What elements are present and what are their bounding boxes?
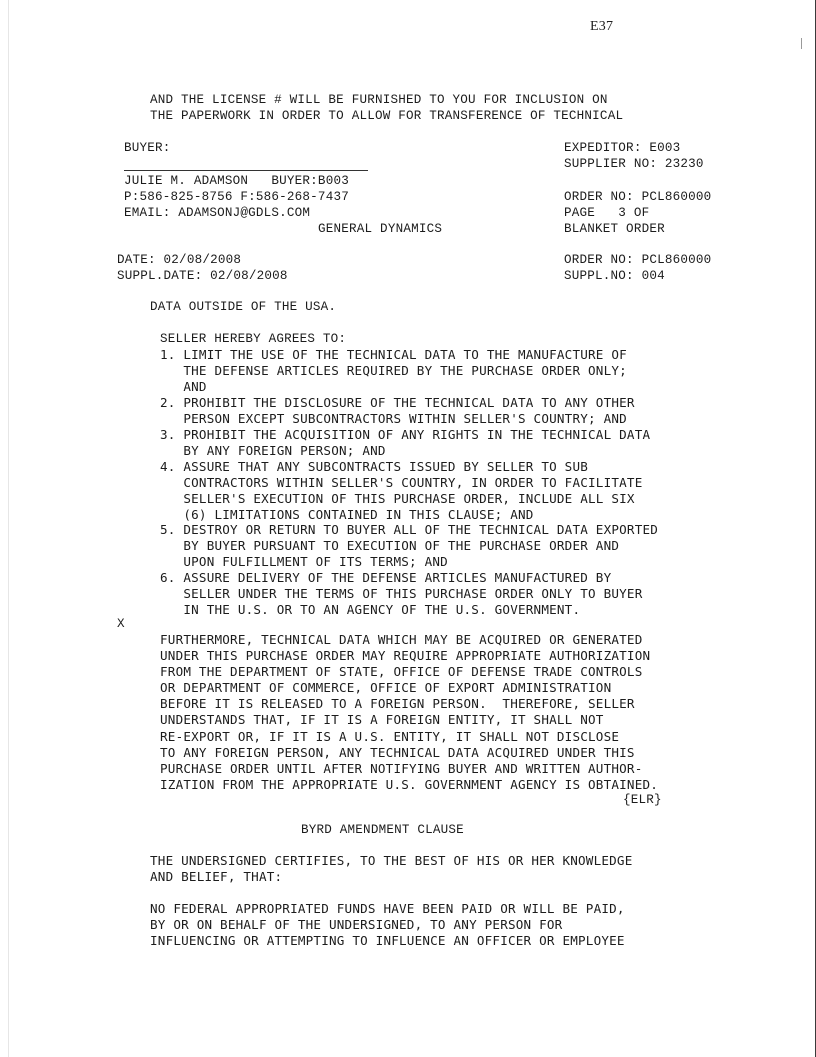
buyer-signature-line <box>124 170 368 171</box>
elr-code: {ELR} <box>623 793 662 807</box>
no-federal-funds-paragraph: NO FEDERAL APPROPRIATED FUNDS HAVE BEEN PAID OR WILL BE PAID, BY OR ON BEHALF OF THE UNDERSIGNED, TO ANY PERSON FOR INFLUENCING OR ATTEMPTING TO INFLUENCE AN OFFICER OR EMPLOYEE <box>150 901 625 949</box>
list-item-6: 6. ASSURE DELIVERY OF THE DEFENSE ARTICLES MANUFACTURED BY SELLER UNDER THE TERMS OF THIS PURCHASE ORDER ONLY TO BUYER IN THE U.S. OR TO AN AGENCY OF THE U.S. GOVERNMENT. <box>160 570 643 618</box>
buyer-label: BUYER: <box>124 141 171 155</box>
buyer-phone-fax: P:586-825-8756 F:586-268-7437 <box>124 190 349 204</box>
supplement-number: SUPPL.NO: 004 <box>564 269 665 283</box>
byrd-amendment-title: BYRD AMENDMENT CLAUSE <box>301 823 464 837</box>
company-name: GENERAL DYNAMICS <box>318 222 443 236</box>
list-item-2: 2. PROHIBIT THE DISCLOSURE OF THE TECHNICAL DATA TO ANY OTHER PERSON EXCEPT SUBCONTRACTORS WITHIN SELLER'S COUNTRY; AND <box>160 395 635 427</box>
list-item-3: 3. PROHIBIT THE ACQUISITION OF ANY RIGHTS IN THE TECHNICAL DATA BY ANY FOREIGN PERSON; AND <box>160 427 651 459</box>
intro-line-2: THE PAPERWORK IN ORDER TO ALLOW FOR TRANSFERENCE OF TECHNICAL <box>150 109 624 123</box>
buyer-email: EMAIL: ADAMSONJ@GDLS.COM <box>124 206 311 220</box>
furthermore-paragraph: FURTHERMORE, TECHNICAL DATA WHICH MAY BE ACQUIRED OR GENERATED UNDER THIS PURCHASE ORDER MAY REQUIRE APPROPRIATE AUTHORIZATION FROM THE DEPARTMENT OF STATE, OFFICE OF DEFENSE TRADE CONTROLS OR DEPARTMENT OF COMMERCE, OFFICE OF EXPORT ADMINISTRATION BEFORE IT IS RELEASED TO A FOREIGN PERSON. THEREFORE, SELLER UNDERSTANDS THAT, IF IT IS A FOREIGN ENTITY, IT SHALL NOT RE-EXPORT OR, IF IT IS A U.S. ENTITY, IT SHALL NOT DISCLOSE TO ANY FOREIGN PERSON, ANY TECHNICAL DATA ACQUIRED UNDER THIS PURCHASE ORDER UNTIL AFTER NOTIFYING BUYER AND WRITTEN AUTHOR- IZATION FROM THE APPROPRIATE U.S. GOVERNMENT AGENCY IS OBTAINED. <box>160 632 659 792</box>
supplier-number: SUPPLIER NO: 23230 <box>564 157 704 171</box>
order-number: ORDER NO: PCL860000 <box>564 190 712 204</box>
order-number-repeat: ORDER NO: PCL860000 <box>564 253 712 267</box>
order-date: DATE: 02/08/2008 <box>117 253 242 267</box>
page-number: PAGE 3 OF <box>564 206 650 220</box>
page-margin-mark <box>801 38 802 49</box>
certifies-paragraph: THE UNDERSIGNED CERTIFIES, TO THE BEST OF HIS OR HER KNOWLEDGE AND BELIEF, THAT: <box>150 853 633 885</box>
data-outside-line: DATA OUTSIDE OF THE USA. <box>150 300 337 314</box>
list-item-4: 4. ASSURE THAT ANY SUBCONTRACTS ISSUED BY SELLER TO SUB CONTRACTORS WITHIN SELLER'S COUNTRY, IN ORDER TO FACILITATE SELLER'S EXECUTION OF THIS PURCHASE ORDER, INCLUDE ALL SIX (6) LIMITATIONS CONTAINED IN THIS CLAUSE; AND <box>160 459 643 523</box>
list-item-5: 5. DESTROY OR RETURN TO BUYER ALL OF THE TECHNICAL DATA EXPORTED BY BUYER PURSUANT TO EXECUTION OF THE PURCHASE ORDER AND UPON FULFILLMENT OF ITS TERMS; AND <box>160 522 659 570</box>
page-left-edge <box>8 0 9 1057</box>
seller-agrees-heading: SELLER HEREBY AGREES TO: <box>160 332 347 346</box>
expeditor: EXPEDITOR: E003 <box>564 141 681 155</box>
order-type: BLANKET ORDER <box>564 222 665 236</box>
intro-line-1: AND THE LICENSE # WILL BE FURNISHED TO YOU FOR INCLUSION ON <box>150 93 608 107</box>
supplement-date: SUPPL.DATE: 02/08/2008 <box>117 269 288 283</box>
list-item-1: 1. LIMIT THE USE OF THE TECHNICAL DATA TO THE MANUFACTURE OF THE DEFENSE ARTICLES REQUIRED BY THE PURCHASE ORDER ONLY; AND <box>160 347 627 395</box>
x-mark: X <box>117 617 125 631</box>
buyer-name: JULIE M. ADAMSON BUYER:B003 <box>124 174 349 188</box>
page-reference: E37 <box>590 19 614 34</box>
